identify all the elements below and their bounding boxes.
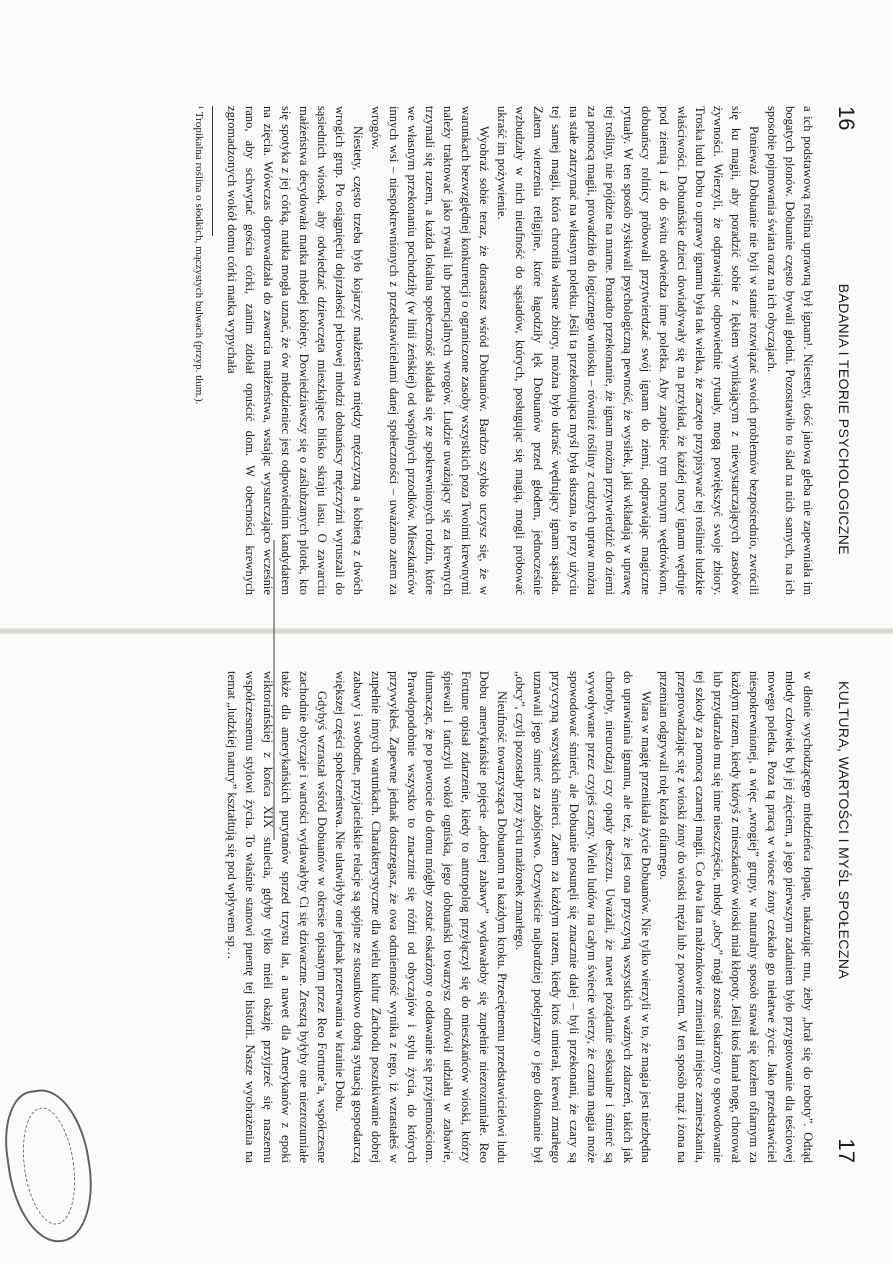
footnote-rule bbox=[212, 106, 213, 236]
left-running-title: BADANIA I TEORIE PSYCHOLOGICZNE bbox=[836, 283, 852, 555]
right-page-body bbox=[223, 671, 817, 1163]
right-running-title: KULTURA, WARTOŚCI I MYŚL SPOŁECZNA bbox=[836, 681, 852, 980]
right-page-header bbox=[833, 671, 859, 1163]
paragraph: a ich podstawową roślina uprawną był ignam¹. Niestety, dość jałowa gleba nie zapewniała im bogatych plonów. Dobuanie często bywali głodni. Pozostawiło to ślad na nich samych, na ich sposobie pojmowania świata oraz na ich obyczajach. bbox=[765, 106, 815, 595]
footnote: ¹ Tropikalna roślina o słodkich, mączystych bulwach (przyp. tłum.). bbox=[193, 106, 205, 405]
left-page-body bbox=[223, 106, 817, 595]
left-page-number: 16 bbox=[834, 106, 859, 131]
left-page-header bbox=[833, 106, 859, 595]
paragraph: Gdybyś wzrastał wśród Dobuanów w okresie opisanym przez Reo Fortune’a, współczesne zachodnie obyczaje i wartości wydawałyby Ci się dziwaczne. Zresztą byłyby one niezrozumiałe także dla amerykańskich purytanów sprzed trzystu lat, a nawet dla Amerykanów z epoki wiktoriańskiej z końca XIX stulecia, gdyby tylko mieli okazję przyjrzeć się naszemu współczesnemu stylowi życia. To właśnie stanowi puentę tej historii. Nasze wyobrażenia na temat „ludzkiej natury” kształtują się pod wpływem sp… bbox=[225, 671, 329, 1163]
paragraph: Wyobraź sobie teraz, że dorastasz wśród Dobuanów. Bardzo szybko uczysz się, że w warunkach bezwzględnej konkurencji o ograniczone zasoby wszystkich poza Twoimi krewnymi należy traktować jako rywali lub potencjalnych wrogów. Ludzie uważający się za krewnych trzymali się razem, a każda lokalna społeczność składała się ze spokrewnionych rodzin, które we własnym przekonaniu pochodziły (w linii żeńskiej) od wspólnych przodków. Mieszkańców innych wsi – niespokrewnionych z przedstawicielami danej społeczności – uważano zatem za wrogów. bbox=[369, 106, 491, 595]
library-stamp bbox=[0, 1084, 100, 1248]
footnotes bbox=[192, 106, 213, 595]
left-page bbox=[0, 0, 893, 631]
paragraph: w dłonie wychodzącego młodzieńca łopatę, nakazując mu, żeby „brał się do roboty”. Odtąd młody człowiek był jej zięciem, a jego pierwszym zadaniem było przygotowanie dla teściowej nowego poletka. Poza tą pracą w wiosce żony czekało go niełatwe życie. Jako przedstawiciel niespokrewnionej, a więc „wrogiej” grupy, w naturalny sposób stawał się kozłem ofiarnym za każdym razem, kiedy któryś z mieszkańców wioski miał kłopoty. Jeśli ktoś łamał nogę, chorował lub przydarzało mu się inne nieszczęście, młody „obcy” mógł zostać oskarżony o spowodowanie tej szkody za pomocą czarnej magii. Co dwa lata małżonkowie zmieniali miejsce zamieszkania, przeprowadzając się z wioski żony do wioski męża lub z powrotem. W ten sposób mąż i żona na przemian odgrywali rolę kozła ofiarnego. bbox=[657, 671, 815, 1163]
paragraph: Nieufność towarzysząca Dobuanom na każdym kroku. Przeciętnemu przedstawicielowi ludu Dobu amerykańskie pojęcie „dobrej zabawy” wydawałoby się zupełnie niezrozumiałe. Reo Fortune opisał zdarzenie, kiedy to antropolog przyłączył się do mieszkańców wioski, którzy śpiewali i tańczyli wokół ogniska, jego dobuański towarzysz odmówił udziału w zabawie, tłumacząc, że po powrocie do domu mógłby zostać oskarżony o oddawanie się przyjemnościom. Prawdopodobnie wszystko to znacznie się różni od obyczajów i stylu życia, do których przywykłeś. Zapewne jednak dostrzegasz, że owa odmienność wynika z tego, iż wzrastałeś w zupełnie innych warunkach. Charakterystyczne dla wielu kultur Zachodu poszukiwanie dobrej zabawy i swobodne, przyjacielskie relacje są spójne ze stosunkowo dobrą sytuacją gospodarczą większej części społeczeństwa. Nie ułatwiłyby one jednak przetrwania w krainie Dobu. bbox=[333, 671, 509, 1163]
right-page bbox=[0, 631, 893, 1263]
scan-artifact-line bbox=[273, 540, 275, 840]
paragraph: Ponieważ Dobuanie nie byli w stanie rozwiązać swoich problemów bezpośrednio, zwrócili się ku magii, aby poradzić sobie z lękiem wynikającym z niewystarczających zasobów żywności. Wierzyli, że odprawiając odpowiednie rytuały, mogą powiększyć swoje zbiory. Troska ludu Dobu o uprawy ignamu była tak wielka, że zaczęto przypisywać tej roślinie ludzkie właściwości. Dobuańskie dzieci dowiadywały się na przykład, że każdej nocy ignam wędruje pod ziemią i aż do świtu odwiedza inne poletka. Aby zapobiec tym nocnym wędrówkom, dobuańscy rolnicy próbowali przytwierdzać swój ignam do ziemi, odprawiając magiczne rytuały. W ten sposób zyskiwali psychologiczną pewność, że wysiłek, jaki wkładają w uprawę tej rośliny, nie pójdzie na marne. Ponadto przekonanie, że ignam można przytwierdzić do ziemi za pomocą magii, prowadziło do logicznego wniosku – również rośliny z cudzych upraw można na stałe zatrzymać na własnym poletku. Jeśli ta przekonująca myśl była słuszna, to przy użyciu tej samej magii, która chroniła własne zbiory, można było ukraść wędrujący ignam sąsiada. Zatem wierzenia religijne, które łagodziły lęk Dobuanów przed głodem, jednocześnie wzbudzały w nich nieufność do sąsiadów, których, posługując się magią, mogli próbować ukraść im pożywienie. bbox=[495, 106, 761, 595]
paragraph: Wiara w magię przenikała życie Dobuanów. Nie tylko wierzyli w to, że magia jest niezbędna do uprawiania ignamu, ale też, że jest ona przyczyną wszystkich ważnych zdarzeń, takich jak choroby, nieurodzaj czy opady deszczu. Uważali, że nawet pożądanie seksualne i śmierć są wywoływane przez czyjeś czary. Wielu ludów na całym świecie wierzy, że czarna magia może spowodować śmierć, ale Dobuanie posunęli się znacznie dalej – byli przekonani, że czary są przyczyną wszystkich śmierci. Zatem za każdym razem, kiedy ktoś umierał, krewni zmarłego uznawali jego śmierć za zabójstwo. Oczywiście najbardziej podejrzany o jego dokonanie był „obcy”, czyli pozostały przy życiu małżonek zmarłego. bbox=[513, 671, 653, 1163]
right-page-number: 17 bbox=[834, 1138, 859, 1163]
paragraph: Niestety, często trzeba było kojarzyć małżeństwa między mężczyzną a kobietą z dwóch wrogich grup. Po osiągnięciu dojrzałości płciowej młodzi dobuańscy mężczyźni wyruszali do sąsiednich wiosek, aby odwiedzać dziewczęta mieszkające blisko skraju lasu. O zawarciu małżeństwa decydowała matka młodej kobiety. Dowiedziawszy się o zaślubzanych plotek, kto się spotyka z jej córką, matka mogła uznać, że ów młodzieniec jest odpowiednim kandydatem na zięcia. Wówczas doprowadzała do zawarcia małżeństwa, wstając wystarczająco wcześnie rano, aby schwytać gościa córki, zanim zdołał opuścić dom. W obecności krewnych zgromadzonych wokół domu córki matka wypychała bbox=[225, 106, 365, 595]
